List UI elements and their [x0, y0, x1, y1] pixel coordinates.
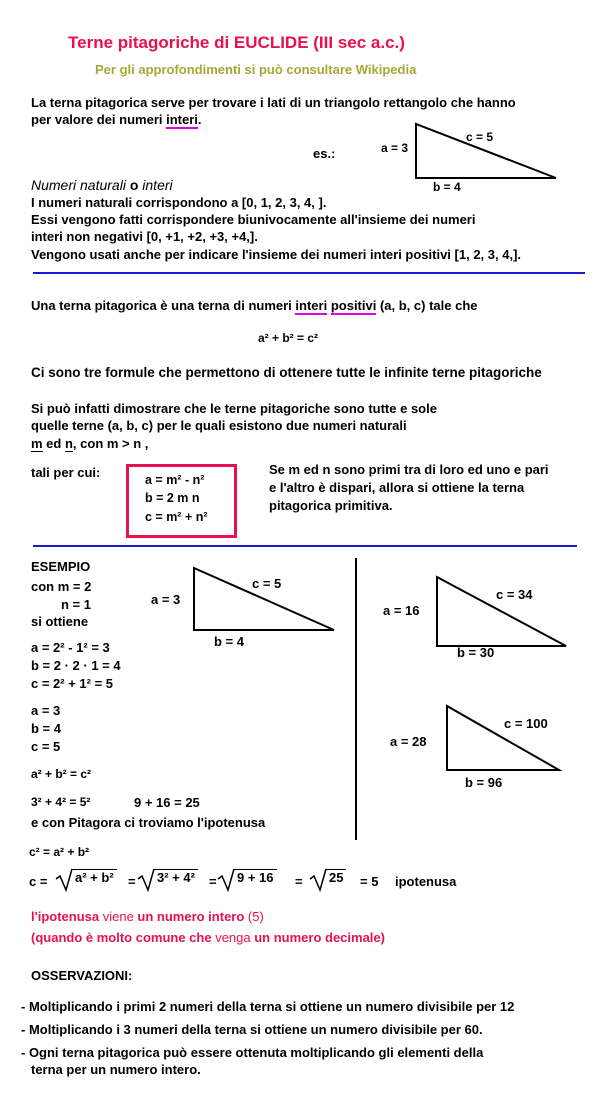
- example-n: n = 1: [61, 597, 91, 612]
- example-m: con m = 2: [31, 579, 92, 594]
- formulas-label: tali per cui:: [31, 465, 101, 480]
- observation-3b: terna per un numero intero.: [31, 1062, 201, 1077]
- naturali-line-1: I numeri naturali corrispondono a [0, 1, 2, 3, 4, ].: [31, 195, 327, 210]
- formula-a: a = m² - n²: [145, 473, 205, 487]
- tri2-a: a = 16: [383, 603, 420, 618]
- intro-line-1: La terna pitagorica serve per trovare i lati di un triangolo rettangolo che hanno: [31, 95, 516, 110]
- intro-triangle-b: b = 4: [433, 180, 461, 194]
- divider-1: [33, 272, 585, 274]
- sqrt-radicand-1: a² + b²: [72, 869, 117, 885]
- intro-triangle-a: a = 3: [381, 141, 409, 155]
- pythagoras-formula: a² + b² = c²: [258, 331, 319, 345]
- definition-line: Una terna pitagorica è una terna di numeri interi positivi (a, b, c) tale che: [31, 298, 478, 313]
- tri1-b: b = 4: [214, 634, 244, 649]
- hypotenuse-label: ipotenusa: [395, 874, 457, 889]
- naturali-line-2: Essi vengono fatti corrispondere biunivocamente all'insieme dei numeri: [31, 212, 476, 227]
- example-res-c: c = 5: [31, 739, 61, 754]
- intro-interi-underlined: interi: [166, 112, 198, 127]
- naturali-line-3: interi non negativi [0, +1, +2, +3, +4,].: [31, 229, 258, 244]
- naturali-line-4: Vengono usati anche per indicare l'insieme dei numeri interi positivi [1, 2, 3, 4,].: [31, 247, 522, 262]
- example-sum: 9 + 16 = 25: [134, 795, 200, 810]
- example-calc-a: a = 2² - 1² = 3: [31, 640, 110, 655]
- integer-result-note: l'ipotenusa viene un numero intero (5): [31, 909, 264, 924]
- observation-3a: - Ogni terna pitagorica può essere ottenuta moltiplicando gli elementi della: [21, 1045, 484, 1060]
- example-calc-c: c = 2² + 1² = 5: [31, 676, 114, 691]
- page-subtitle: Per gli approfondimenti si può consultare Wikipedia: [95, 62, 417, 77]
- sqrt-eq-2: =: [209, 874, 217, 889]
- example-pyth: a² + b² = c²: [31, 767, 92, 781]
- example-res-b: b = 4: [31, 721, 61, 736]
- example-heading: ESEMPIO: [31, 559, 91, 574]
- sqrt-radicand-4: 25: [326, 869, 346, 885]
- observation-1: - Moltiplicando i primi 2 numeri della terna si ottiene un numero divisibile per 12: [21, 999, 515, 1014]
- sqrt-eq-1: =: [128, 874, 136, 889]
- proof-line-2: quelle terne (a, b, c) per le quali esistono due numeri naturali: [31, 418, 407, 433]
- primitive-note-3: pitagorica primitiva.: [269, 498, 393, 513]
- proof-line-3: m ed n, con m > n ,: [31, 436, 149, 451]
- tri1-c: c = 5: [252, 576, 282, 591]
- example-pyth-num: 3² + 4² = 5²: [31, 795, 91, 809]
- formula-b: b = 2 m n: [145, 491, 200, 505]
- example-label: es.:: [313, 146, 336, 161]
- sqrt-radicand-3: 9 + 16: [234, 869, 277, 885]
- tri3-c: c = 100: [504, 716, 548, 731]
- hypotenuse-c-eq: c =: [29, 874, 48, 889]
- sqrt-eq-3: =: [295, 874, 303, 889]
- intro-triangle-c: c = 5: [466, 130, 494, 144]
- intro-triangle: [0, 0, 605, 200]
- tri3-b: b = 96: [465, 775, 503, 790]
- decimal-note: (quando è molto comune che venga un numero decimale): [31, 930, 385, 945]
- sqrt-radicand-2: 3² + 4²: [154, 869, 198, 885]
- example-pitagora: e con Pitagora ci troviamo l'ipotenusa: [31, 815, 266, 830]
- tri1-a: a = 3: [151, 592, 181, 607]
- naturali-heading: Numeri naturali o interi: [31, 177, 173, 193]
- primitive-note-1: Se m ed n sono primi tra di loro ed uno e pari: [269, 462, 549, 477]
- observation-2: - Moltiplicando i 3 numeri della terna si ottiene un numero divisibile per 60.: [21, 1022, 483, 1037]
- example-si-ottiene: si ottiene: [31, 614, 89, 629]
- sqrt-result: = 5: [360, 874, 379, 889]
- example-calc-b: b = 2 · 2 · 1 = 4: [31, 658, 121, 673]
- page-title: Terne pitagoriche di EUCLIDE (III sec a.c.): [68, 33, 405, 52]
- proof-line-1: Si può infatti dimostrare che le terne pitagoriche sono tutte e sole: [31, 401, 437, 416]
- tri3-a: a = 28: [390, 734, 427, 749]
- three-formulas-line: Ci sono tre formule che permettono di ottenere tutte le infinite terne pitagoriche: [31, 365, 542, 380]
- example-res-a: a = 3: [31, 703, 61, 718]
- tri2-b: b = 30: [457, 645, 495, 660]
- observations-heading: OSSERVAZIONI:: [31, 968, 133, 983]
- tri2-c: c = 34: [496, 587, 533, 602]
- hypotenuse-formula: c² = a² + b²: [29, 845, 90, 859]
- primitive-note-2: e l'altro è dispari, allora si ottiene la terna: [269, 480, 525, 495]
- formula-c: c = m² + n²: [145, 510, 208, 524]
- intro-line-2: per valore dei numeri interi.: [31, 112, 202, 127]
